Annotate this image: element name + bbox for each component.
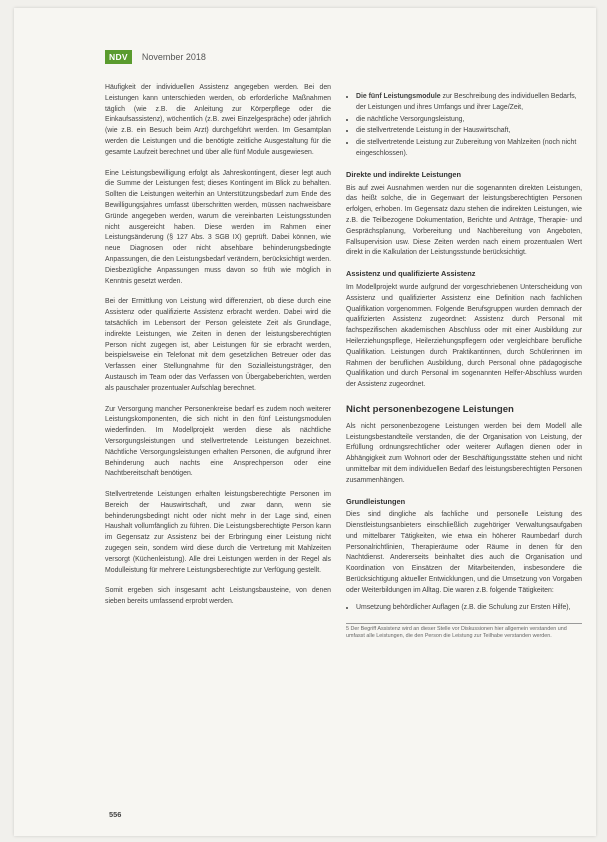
paragraph: Eine Leistungsbewilligung erfolgt als Jahreskontingent, dieser legt auch die Summe der Leistungen fest; dieses Kontingent im Blick zu behalten. Sollten die Leistungen weiterhin an Unterstützungsbedarf zum Ende des Bewilligungsjahres umfasst überschritten werden, müssen nachweisbare Gründe angegeben werden, warum die vereinbarten Leistungsstunden nicht ausgereicht haben. Diese werden im Rahmen einer Leistungsänderung (§ 127 Abs. 3 SGB IX) geprüft. Dabei können, wie neue Diagnosen oder nicht absehbare behinderungsbedingte Anpassungen, die den Leistungsbedarf verändern, berücksichtigt werden. Diesbezügliche Anpassungen muss davon so früh wie möglich in Kenntnis gesetzt werden.	[105, 169, 331, 285]
right-column	[346, 92, 582, 640]
paragraph: Häufigkeit der individuellen Assistenz angegeben werden. Bei den Leistungen kann unterschieden werden, ob erforderliche Maßnahmen täglich (wie z.B. die Anleitung zur Körperpflege oder die Einkaufsassistenz), wöchentlich (z.B. zwei Einzelgespräche) oder jährlich (wie z.B. ein Besuch beim Arzt) durchgeführt werden. Im Gesamtplan werden die Leistungen und die benötigte zeitliche Ausgestaltung für die gesamte Laufzeit berechnet und über alle fünf Module ausgewiesen.	[105, 84, 331, 156]
task-list	[346, 603, 582, 614]
subheading: Grundleistungen	[346, 496, 406, 506]
journal-logo: NDV	[105, 50, 132, 64]
list-item-text: die stellvertretende Leistung zur Zubereitung von Mahlzeiten (noch nicht eingeschlossen).	[356, 139, 577, 157]
paragraph: Somit ergeben sich insgesamt acht Leistungsbausteine, von denen sieben bereits umfassend erprobt werden.	[105, 587, 331, 606]
paragraph: Bei der Ermittlung von Leistung wird differenziert, ob diese durch eine Assistenz oder qualifizierte Assistenz erbracht werden. Dabei wird die tatsächlich im Lebensort der Person geleistete Zeit als Grundlage, indirekte Leistungen, wie Zeiten in denen der leistungsberechtigten Person nicht zugegen ist, aber Leistungen für sie erbracht werden, beispielsweise ein Telefonat mit dem gesetzlichen Betreuer oder das Verfassen einer Stellungnahme für den Sozialleistungsträger, den Austausch im Team oder das Verfassen von Übergabeberichten, werden als pauschaler prozentualer Aufschlag berechnet.	[105, 298, 331, 392]
list-item	[356, 115, 582, 126]
list-item	[356, 138, 582, 160]
list-item-text: die nächtliche Versorgungsleistung,	[356, 115, 465, 123]
list-item	[356, 92, 582, 114]
subheading: Assistenz und qualifizierte Assistenz	[346, 269, 476, 279]
list-item-text: die stellvertretende Leistung in der Hauswirtschaft,	[356, 127, 511, 135]
module-list	[346, 92, 582, 160]
paragraph: Als nicht personenbezogene Leistungen werden bei dem Modell alle Leistungsbestandteile verstanden, die der Organisation von Leistung, der Erfüllung ordnungsrechtlicher oder weiterer Auflagen dienen oder in Abhängigkeit zum Wohnort oder der Beschäftigungsstätte stehen und nicht unmittelbar mit dem individuellen Bedarf des leistungsberechtigten Personen zusammenhängen.	[346, 422, 582, 484]
issue-date: November 2018	[141, 52, 206, 62]
left-column	[105, 83, 331, 618]
paragraph: Im Modellprojekt wurde aufgrund der vorgeschriebenen Unterscheidung von Assistenz und qualifizierter Assistenz eine Definition nach fachlichen Qualifikation vorgenommen. Folgende Berufsgruppen wurden demnach der qualifizierten Assistenz zugeordnet: Assistenz durch Personal mit fachspezifischen akademischen Abschluss oder mit einer Ausbildung zur Heilerziehungspflege, Heilerziehungspflegern oder vergleichbare berufliche Qualifikation. Leistungen durch Praktikantinnen, durch Schülerinnen im Rahmen der beruflichen Ausbildung, durch Personal ohne pädagogische Qualifikation und durch Personal im sogenannten Helfer-Abschluss wurden der Assistenz zugeordnet.	[346, 283, 582, 389]
list-item-text: zur Beschreibung des individuellen Bedarfs, der Leistungen und ihres Umfangs und ihrer Lage/Zeit,	[356, 93, 577, 111]
list-item-bold: Die fünf Leistungsmodule	[356, 93, 441, 100]
list-item	[356, 126, 582, 137]
section-heading: Nicht personenbezogene Leistungen	[346, 403, 514, 415]
footnote: 5 Der Begriff Assistenz wird an dieser Stelle vor Diskussionen hier allgemein verstanden und umfasst alle Leistungen, die den Person die Leistung zur Teilhabe verstanden werden.	[346, 623, 582, 640]
subheading: Direkte und indirekte Leistungen	[346, 169, 461, 179]
page-number: 556	[109, 810, 122, 819]
paragraph: Stellvertretende Leistungen erhalten leistungsberechtigte Personen im Bereich der Hauswirtschaft, und zwar dann, wenn sie behinderungsbedingt nicht oder nicht mehr in der Lage sind, einen Haushalt vollumfänglich zu führen. Die Leistungsberechtigte Person kann im Gegensatz zur Assistenz bei der Erbringung einer Leistung nicht zugegen sein, sondern wird diese durch die Vertretung mit Mahlzeiten versorgt (Küchenleistung). Alle drei Leistungen werden in der Regel als Modulleistung für mehrere Leistungsberechtigte zur Verfügung gestellt.	[105, 491, 331, 574]
page-sheet	[14, 8, 596, 836]
paragraph: Zur Versorgung mancher Personenkreise bedarf es zudem noch weiterer Leistungskomponenten, die sich nicht in den fünf Leistungsmodulen wiederfinden. Im Modellprojekt werden diese als nächtliche Versorgungsleistungen und stellvertretende Leistungen bezeichnet. Nächtliche Versorgungsleistungen erhalten Personen, die aufgrund ihrer Behinderung auch nachts eine Ansprechperson oder eine Nachtbereitschaft benötigen.	[105, 405, 331, 478]
paragraph: Dies sind dingliche als fachliche und personelle Leistung des Dienstleistungsanbieters einschließlich zugehöriger Verwaltungsaufgaben und mittelbarer Tätigkeiten, wie etwa ein höherer Raumbedarf durch Personalrichtlinien, Therapieräume oder Räume in denen für den Nachtdienst. Andererseits beinhaltet dies auch die Organisation und Koordination von Einsätzen der Mitarbeitenden, insbesondere die Berücksichtigung aktueller Entwicklungen, und die Umsetzung von Vorgaben oder Weiterbildungen im Alltag. Die waren z.B. folgende Tätigkeiten:	[346, 511, 582, 594]
page-header	[105, 50, 206, 64]
paragraph: Bis auf zwei Ausnahmen werden nur die sogenannten direkten Leistungen, das heißt solche, die in Gegenwart der leistungsberechtigten Personen erfolgen, erhoben. Im Gegensatz dazu stehen die indirekten Leistungen, wie z.B. die Teilbezogene Dokumentation, Berichte und Anträge, Therapie- und Gesprächsplanung, Vorbereitung und Nachbereitung von Angeboten, Fallsupervision usw. Diese Zeiten werden nach einem prozentualen Wert direkt in die Kalkulation der Leistungsstunde berücksichtigt.	[346, 184, 582, 257]
list-item: • Umsetzung behördlicher Auflagen (z.B. die Schulung zur Ersten Hilfe),	[356, 603, 582, 614]
